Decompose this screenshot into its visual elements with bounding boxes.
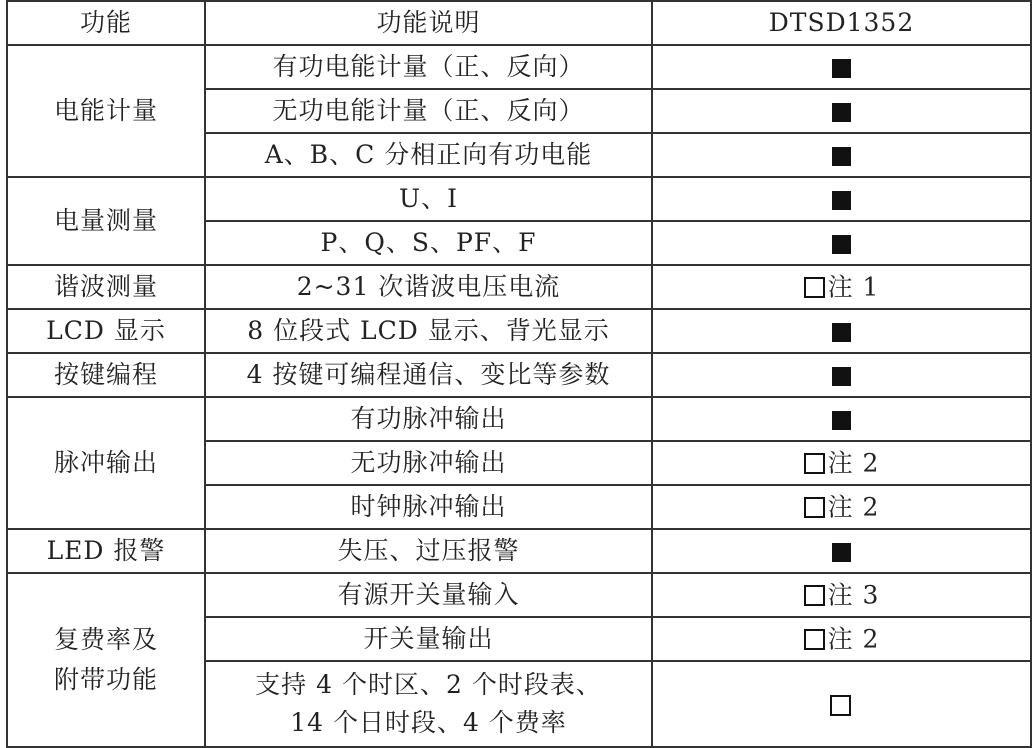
row-description: 无功脉冲输出 [205, 441, 652, 485]
row-mark-cell [652, 573, 1031, 617]
filled-square-icon [832, 191, 851, 210]
row-mark-cell [652, 485, 1031, 529]
table-row [7, 397, 1031, 441]
table-row [7, 177, 1031, 221]
empty-square-icon [804, 497, 825, 518]
row-mark-cell [652, 89, 1031, 133]
row-description-line1: 支持 4 个时区、2 个时段表、 [255, 670, 602, 699]
row-note: 注 3 [827, 580, 880, 610]
filled-square-icon [832, 411, 851, 430]
row-note: 注 2 [827, 492, 880, 522]
row-mark-cell [652, 133, 1031, 177]
row-description [205, 661, 652, 747]
row-mark-cell [652, 661, 1031, 747]
empty-square-icon [804, 585, 825, 606]
empty-square-icon [804, 277, 825, 298]
row-description: 8 位段式 LCD 显示、背光显示 [205, 309, 652, 353]
table-row [7, 529, 1031, 573]
row-mark-cell [652, 221, 1031, 265]
table-row [7, 353, 1031, 397]
row-mark-cell [652, 353, 1031, 397]
category-harmonic: 谐波测量 [7, 265, 205, 309]
category-energy: 电能计量 [7, 45, 205, 177]
table-row [7, 573, 1031, 617]
row-mark-cell [652, 617, 1031, 661]
category-lcd: LCD 显示 [7, 309, 205, 353]
filled-square-icon [832, 323, 851, 342]
category-pulse: 脉冲输出 [7, 397, 205, 529]
row-description-line2: 14 个日时段、4 个费率 [290, 708, 567, 737]
row-mark-cell [652, 265, 1031, 309]
category-multi-rate [7, 573, 205, 747]
row-mark-cell [652, 397, 1031, 441]
row-description: 有功脉冲输出 [205, 397, 652, 441]
row-description: A、B、C 分相正向有功电能 [205, 133, 652, 177]
header-description: 功能说明 [205, 1, 652, 45]
filled-square-icon [832, 543, 851, 562]
filled-square-icon [832, 59, 851, 78]
row-description: 4 按键可编程通信、变比等参数 [205, 353, 652, 397]
row-note: 注 2 [827, 624, 880, 654]
category-multi-rate-line1: 复费率及 [53, 625, 158, 654]
row-description: 开关量输出 [205, 617, 652, 661]
category-led: LED 报警 [7, 529, 205, 573]
category-keys: 按键编程 [7, 353, 205, 397]
row-description: 2~31 次谐波电压电流 [205, 265, 652, 309]
filled-square-icon [832, 367, 851, 386]
row-mark-cell [652, 441, 1031, 485]
row-description: 时钟脉冲输出 [205, 485, 652, 529]
empty-square-icon [830, 695, 851, 716]
row-description: 有源开关量输入 [205, 573, 652, 617]
row-mark-cell [652, 177, 1031, 221]
row-mark-cell [652, 309, 1031, 353]
function-table [6, 0, 1032, 748]
row-mark-cell [652, 45, 1031, 89]
header-function: 功能 [7, 1, 205, 45]
filled-square-icon [832, 235, 851, 254]
empty-square-icon [804, 629, 825, 650]
row-description: U、I [205, 177, 652, 221]
row-mark-cell [652, 529, 1031, 573]
table-row [7, 45, 1031, 89]
row-note: 注 2 [827, 448, 880, 478]
header-row [7, 1, 1031, 45]
row-note: 注 1 [827, 272, 880, 302]
filled-square-icon [832, 103, 851, 122]
category-multi-rate-line2: 附带功能 [53, 665, 158, 694]
header-model: DTSD1352 [652, 1, 1031, 45]
row-description: 无功电能计量（正、反向） [205, 89, 652, 133]
row-description: 有功电能计量（正、反向） [205, 45, 652, 89]
row-description: 失压、过压报警 [205, 529, 652, 573]
empty-square-icon [804, 453, 825, 474]
filled-square-icon [832, 147, 851, 166]
table-row [7, 265, 1031, 309]
row-description: P、Q、S、PF、F [205, 221, 652, 265]
category-measure: 电量测量 [7, 177, 205, 265]
table-row [7, 309, 1031, 353]
